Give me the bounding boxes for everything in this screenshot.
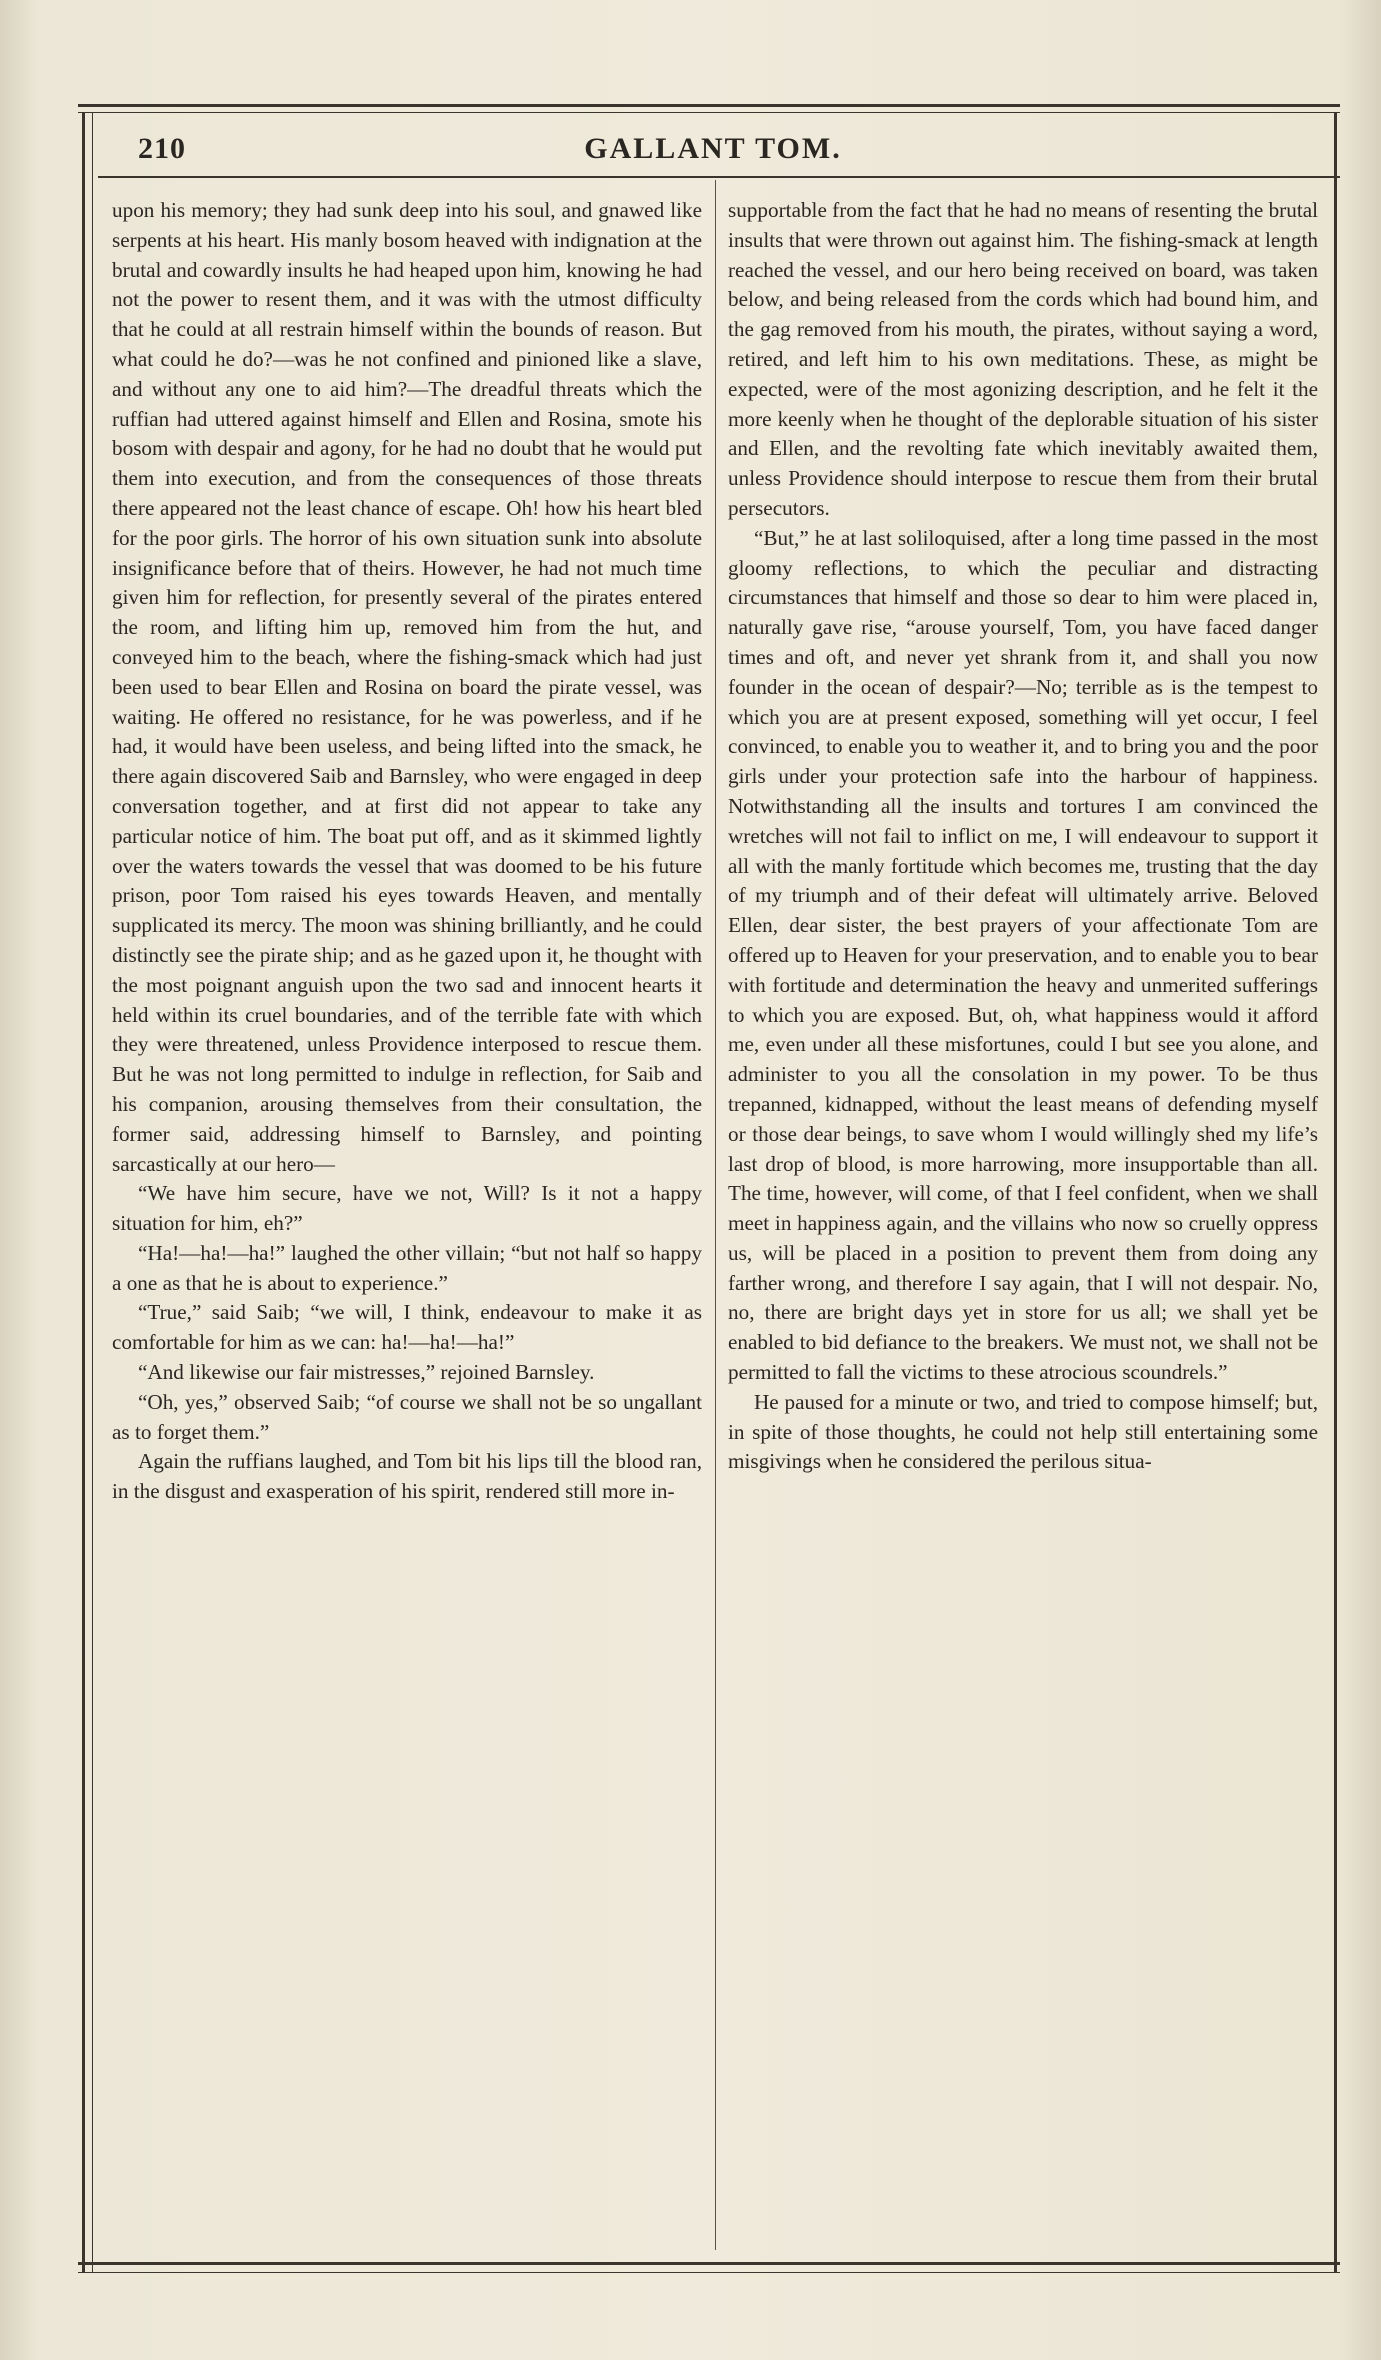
paragraph: “We have him secure, have we not, Will? Is it not a happy situation for him, eh?” xyxy=(112,1181,702,1236)
left-border-thin xyxy=(92,112,93,2272)
paragraph: Again the ruffians laughed, and Tom bit his lips till the blood ran, in the disgust and exasperation of his spirit, rendered still more in- xyxy=(112,1449,702,1504)
header-rule xyxy=(98,176,1340,178)
page-header xyxy=(98,124,1328,174)
paragraph: “But,” he at last soliloquised, after a long time passed in the most gloomy reflections, to which the peculiar and distracting circumstances that himself and those so dear to him were placed in, naturally gave rise, “arouse yourself, Tom, you have faced danger times and oft, and never yet shrank from it, and shall you now founder in the ocean of despair?—No; terrible as is the tempest to which you are at present exposed, something will yet occur, I feel convinced, to enable you to weather it, and to bring you and the poor girls under your protection safe into the harbour of happiness. Notwithstanding all the insults and tortures I am convinced the wretches will not fail to inflict on me, I will endeavour to support it all with the manly fortitude which becomes me, trusting that the day of my triumph and of their defeat will ultimately arrive. Beloved Ellen, dear sister, the best prayers of your affectionate Tom are offered up to Heaven for your preservation, and to enable you to bear with fortitude and determination the heavy and unmerited sufferings to which you are exposed. But, oh, what happiness would it afford me, even under all these misfortunes, could I but see you alone, and administer to you all the consolation in my power. To be thus trepanned, kidnapped, without the least means of defending myself or those dear beings, to save whom I would willingly shed my life’s last drop of blood, is more harrowing, more insupportable than all. The time, however, will come, of that I feel confident, when we shall meet in happiness again, and the villains who now so cruelly oppress us, will be placed in a position to prevent them from doing any farther wrong, and therefore I say again, that I will not despair. No, no, there are bright days yet in store for us all; we shall yet be enabled to bid defiance to the breakers. We must not, we shall not be permitted to fall the victims to these atrocious scoundrels.” xyxy=(728,525,1318,1385)
top-rule xyxy=(78,104,1340,107)
running-title: GALLANT TOM. xyxy=(584,132,842,165)
paragraph: supportable from the fact that he had no means of resenting the brutal insults that were thrown out against him. The fishing-smack at length reached the vessel, and our hero being received on board, was taken below, and being released from the cords which had bound him, and the gag removed from his mouth, the pirates, without saying a word, retired, and left him to his own meditations. These, as might be expected, were of the most agonizing description, and he felt it the more keenly when he thought of the deplorable situation of his sister and Ellen, and the revolting fate which inevitably awaited them, unless Providence should interpose to rescue them from their brutal persecutors. xyxy=(728,198,1318,520)
left-column xyxy=(112,196,702,1507)
paragraph: upon his memory; they had sunk deep into his soul, and gnawed like serpents at his heart. His manly bosom heaved with indignation at the brutal and cowardly insults he had heaped upon him, knowing he had not the power to resent them, and it was with the utmost difficulty that he could at all restrain himself within the bounds of reason. But what could he do?—was he not confined and pinioned like a slave, and without any one to aid him?—The dreadful threats which the ruffian had uttered against himself and Ellen and Rosina, smote his bosom with despair and agony, for he had no doubt that he would put them into execution, and from the consequences of those threats there appeared not the least chance of escape. Oh! how his heart bled for the poor girls. The horror of his own situation sunk into absolute insignificance before that of theirs. However, he had not much time given him for reflection, for presently several of the pirates entered the room, and lifting him up, removed him from the hut, and conveyed him to the beach, where the fishing-smack which had just been used to bear Ellen and Rosina on board the pirate vessel, was waiting. He offered no resistance, for he was powerless, and if he had, it would have been useless, and being lifted into the smack, he there again discovered Saib and Barnsley, who were engaged in deep conversation together, and at first did not appear to take any particular notice of him. The boat put off, and as it skimmed lightly over the waters towards the vessel that was doomed to be his future prison, poor Tom raised his eyes towards Heaven, and mentally supplicated its mercy. The moon was shining brilliantly, and he could distinctly see the pirate ship; and as he gazed upon it, he thought with the most poignant anguish upon the two sad and innocent hearts it held within its cruel boundaries, and of the terrible fate with which they were threatened, unless Providence interposed to rescue them. But he was not long permitted to indulge in reflection, for Saib and his companion, arousing themselves from their consultation, the former said, addressing himself to Barnsley, and pointing sarcastically at our hero— xyxy=(112,198,702,1176)
column-divider xyxy=(715,180,716,2250)
bottom-rule-thin xyxy=(78,2272,1340,2273)
bottom-rule xyxy=(78,2262,1340,2265)
paragraph: “Oh, yes,” observed Saib; “of course we shall not be so ungallant as to forget them.” xyxy=(112,1389,702,1444)
paragraph: “And likewise our fair mistresses,” rejoined Barnsley. xyxy=(138,1360,595,1385)
paragraph: He paused for a minute or two, and tried to compose himself; but, in spite of those thoughts, he could not help still entertaining some misgivings when he considered the perilous situa- xyxy=(728,1389,1318,1474)
paragraph: “Ha!—ha!—ha!” laughed the other villain; “but not half so happy a one as that he is about to experience.” xyxy=(112,1240,702,1295)
left-border xyxy=(82,112,85,2272)
paragraph: “True,” said Saib; “we will, I think, endeavour to make it as comfortable for him as we can: ha!—ha!—ha!” xyxy=(112,1300,702,1355)
page-number: 210 xyxy=(138,132,186,165)
top-rule-thin xyxy=(78,112,1340,113)
right-border xyxy=(1334,112,1337,2272)
right-column xyxy=(728,196,1318,1477)
